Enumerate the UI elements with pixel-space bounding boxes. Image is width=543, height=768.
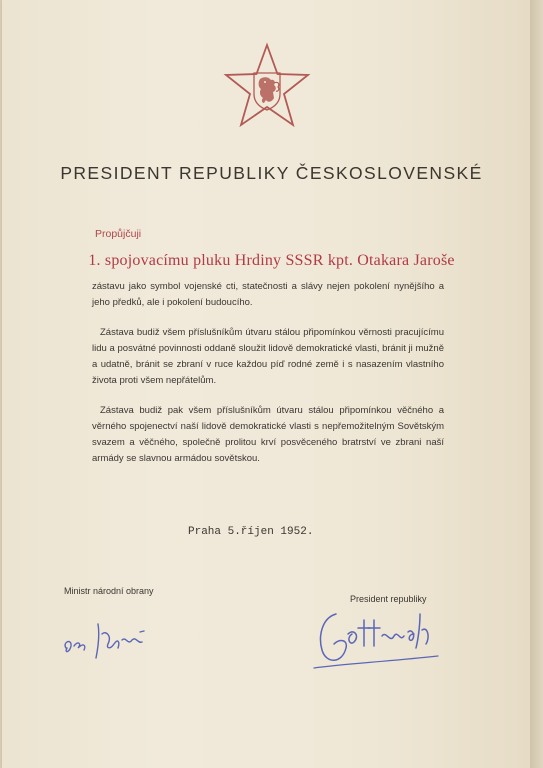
page-edge <box>530 0 543 768</box>
document-heading: PRESIDENT REPUBLIKY ČESKOSLOVENSKÉ <box>60 163 483 183</box>
body-paragraph-2: Zástava budiž všem příslušníkům útvaru stálou připomínkou věrnosti pracujícímu lidu a posvátné povinnosti oddaně sloužit lidově demokratické vlasti, bránit ji mužně a udatně, bránit se zbraní v ruce každou píď rodné země i s nasazením vlastního života proti všem nepřátelům. <box>92 327 444 386</box>
body-paragraph-3: Zástava budiž pak všem příslušníkům útvaru stálou připomínkou věčného a věrného spojenectví naší lidově demokratické vlasti s nepřemožitelným Sovětským svazem a věčného, společně prolitou krví posvěceného bratrství ve zbrani naší armády se slavnou armádou sovětskou. <box>92 405 444 464</box>
signature-minister <box>58 618 188 662</box>
state-emblem-star-lion-icon <box>221 42 313 130</box>
recipient-unit: 1. spojovacímu pluku Hrdiny SSSR kpt. Otakara Jaroše <box>88 252 455 269</box>
grant-verb: Propůjčuji <box>95 228 142 240</box>
signature-president <box>312 606 440 672</box>
signatory-title-president: President republiky <box>350 594 427 604</box>
place-and-date: Praha 5.říjen 1952. <box>188 526 314 538</box>
body-paragraph-1: zástavu jako symbol vojenské cti, statečnosti a slávy nejen pokolení nynějšího a jeho předků, ale i pokolení budoucího. <box>92 281 444 308</box>
signatory-title-minister: Ministr národní obrany <box>64 586 154 596</box>
